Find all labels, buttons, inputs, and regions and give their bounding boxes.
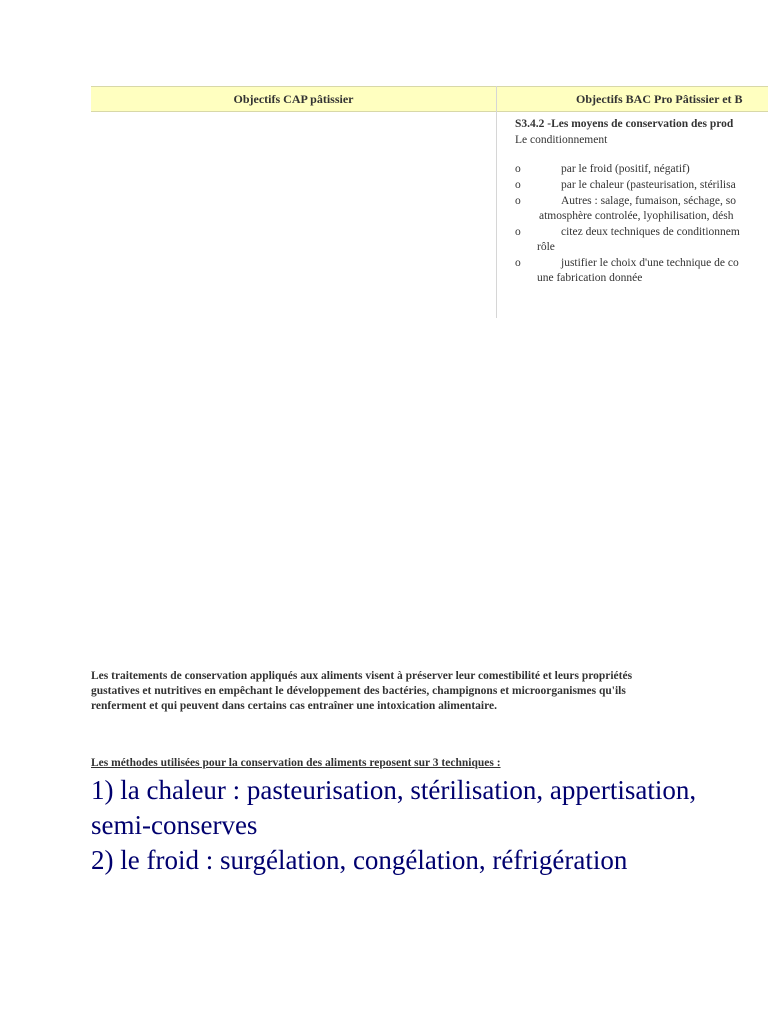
section-subtitle: Le conditionnement	[515, 134, 608, 146]
objectives-table	[91, 86, 768, 318]
list-item-text: par le froid (positif, négatif)	[561, 163, 690, 175]
table-header-row	[91, 86, 768, 112]
list-item-text: justifier le choix d'une technique de co	[561, 257, 739, 269]
list-item	[515, 193, 768, 209]
bullet-marker: o	[515, 195, 521, 207]
bac-pro-objectives-cell	[515, 116, 768, 286]
bullet-marker: o	[515, 163, 521, 175]
intro-paragraph: Les traitements de conservation appliqués aux aliments visent à préserver leur comestibilité et leurs propriétés gustatives et nutritives en empêchant le développement des bactéries, champignons et microorganismes qu'ils renferment et qui peuvent dans certains cas entraîner une intoxication alimentaire.	[91, 670, 633, 712]
methods-lead-heading: Les méthodes utilisées pour la conservation des aliments reposent sur 3 techniques :	[91, 757, 501, 769]
bullet-marker: o	[515, 226, 521, 238]
list-item-text: Autres : salage, fumaison, séchage, so	[561, 195, 737, 207]
column-divider	[496, 86, 497, 318]
techniques-list	[91, 773, 711, 878]
list-item-text: par le chaleur (pasteurisation, stérilisa	[561, 179, 736, 191]
technique-item: 1) la chaleur : pasteurisation, stérilisation, appertisation, semi-conserves	[91, 775, 697, 840]
list-item-text: citez deux techniques de conditionnem	[561, 226, 740, 238]
list-item-continuation: atmosphère controlée, lyophilisation, désh	[539, 210, 734, 222]
technique-item: 2) le froid : surgélation, congélation, réfrigération	[91, 845, 628, 875]
bullet-marker: o	[515, 179, 521, 191]
list-item-continuation: une fabrication donnée	[537, 272, 643, 284]
list-item	[515, 161, 768, 177]
list-item	[515, 177, 768, 193]
col-header-cap: Objectifs CAP pâtissier	[233, 92, 354, 106]
col-header-bac-pro: Objectifs BAC Pro Pâtissier et B	[576, 92, 743, 106]
section-title: S3.4.2 -Les moyens de conservation des prod	[515, 118, 734, 130]
bullet-marker: o	[515, 257, 521, 269]
list-item	[515, 255, 768, 271]
list-item	[515, 224, 768, 240]
list-item-continuation: rôle	[537, 241, 555, 253]
